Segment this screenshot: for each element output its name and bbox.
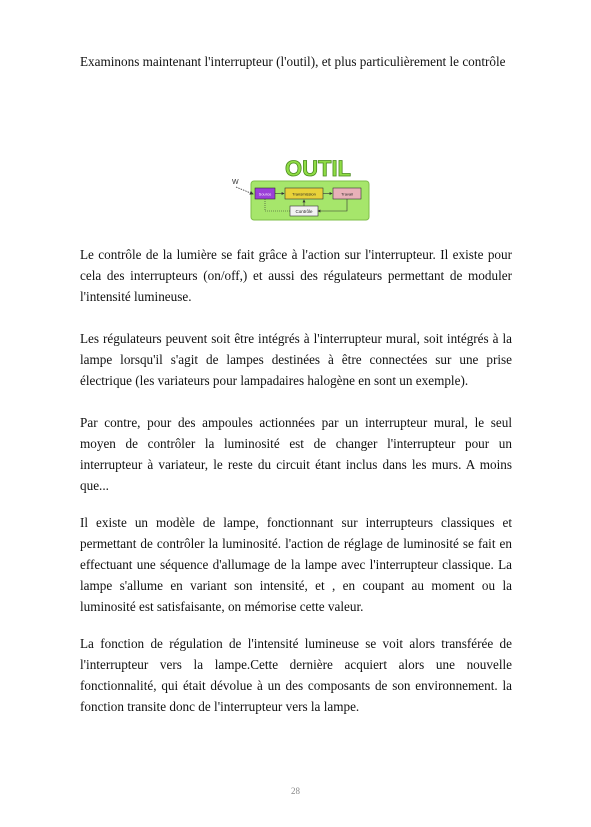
controle-label: Contrôle — [295, 209, 313, 214]
travail-label: Travail — [341, 191, 353, 197]
page-number: 28 — [291, 786, 300, 796]
intro-paragraph: Examinons maintenant l'interrupteur (l'outil), et plus particulièrement le contrôle — [80, 54, 506, 69]
body-paragraph: Les régulateurs peuvent soit être intégrés à l'interrupteur mural, soit intégrés à la lampe lorsqu'il s'agit de lampes destinées à être connectées sur une prise électrique (les variateurs pour lampadaires halogène en sont un exemple). — [80, 331, 512, 388]
input-label: W — [232, 179, 239, 186]
body-paragraph: Le contrôle de la lumière se fait grâce à l'action sur l'interrupteur. Il existe pour cela des interrupteurs (on/off,) et aussi des régulateurs permettant de moduler l'intensité lumineuse. — [80, 247, 512, 304]
input-arrow — [236, 187, 253, 194]
source-label: Source — [258, 191, 272, 197]
body-paragraph: Par contre, pour des ampoules actionnées par un interrupteur mural, le seul moyen de contrôler la luminosité est de changer l'interrupteur pour un interrupteur à variateur, le reste du circuit étant inclus dans les murs. A moins que... — [80, 415, 512, 493]
body-paragraph: La fonction de régulation de l'intensité lumineuse se voit alors transférée de l'interrupteur vers la lampe.Cette dernière acquiert alors une nouvelle fonctionnalité, qui était dévolue à un des composants de son environnement. la fonction transite donc de l'interrupteur vers la lampe. — [80, 636, 512, 714]
outil-diagram — [228, 150, 378, 230]
diagram-title: OUTIL — [285, 156, 351, 181]
transmission-label: Transmission — [292, 191, 316, 197]
body-paragraph: Il existe un modèle de lampe, fonctionnant sur interrupteurs classiques et permettant de contrôler la luminosité. l'action de réglage de luminosité se fait en effectuant une séquence d'allumage de la lampe avec l'interrupteur classique. La lampe s'allume en variant son intensité, et , en coupant au moment ou la luminosité est satisfaisante, on mémorise cette valeur. — [80, 515, 512, 614]
